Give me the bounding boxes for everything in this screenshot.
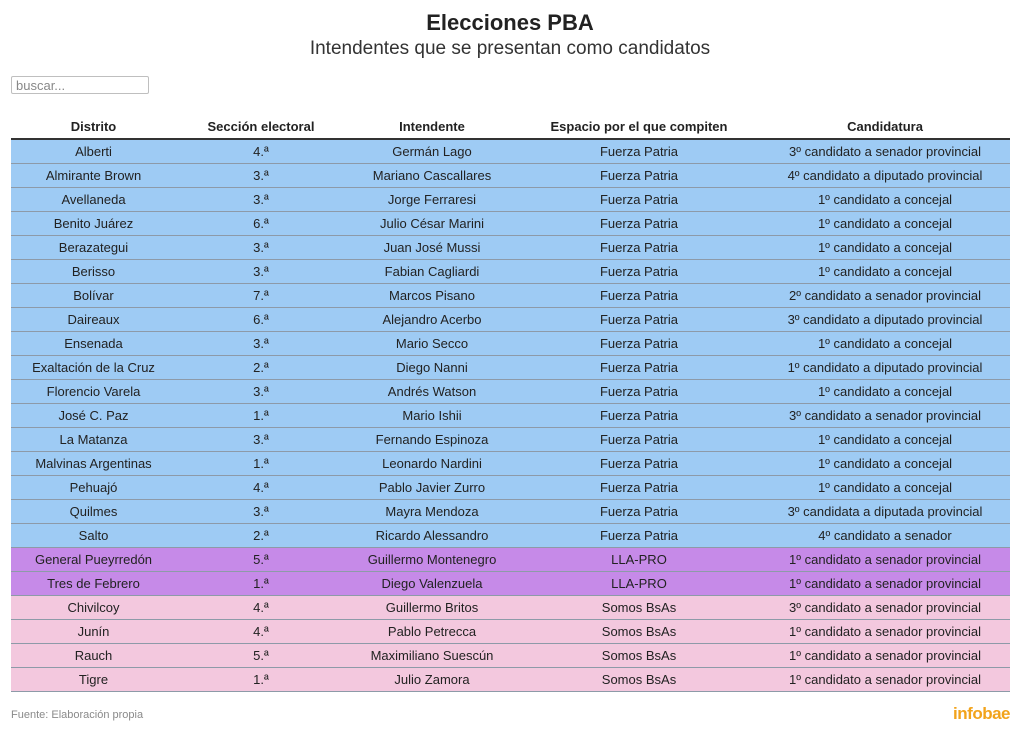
search-input[interactable] [11,76,149,94]
cell-espacio: Fuerza Patria [518,212,760,236]
cell-espacio: Somos BsAs [518,596,760,620]
page-title: Elecciones PBA [426,10,594,35]
cell-distrito: Bolívar [11,284,176,308]
table-body [11,139,1010,692]
cell-intendente: Juan José Mussi [346,236,518,260]
cell-intendente: Germán Lago [346,139,518,164]
cell-candidatura: 1º candidato a concejal [760,452,1010,476]
table-row [11,308,1010,332]
cell-intendente: Mayra Mendoza [346,500,518,524]
cell-espacio: Fuerza Patria [518,356,760,380]
cell-intendente: Julio César Marini [346,212,518,236]
cell-candidatura: 3º candidato a senador provincial [760,404,1010,428]
cell-espacio: Somos BsAs [518,620,760,644]
cell-seccion: 3.ª [176,188,346,212]
cell-espacio: Fuerza Patria [518,260,760,284]
table-row [11,212,1010,236]
cell-seccion: 3.ª [176,260,346,284]
cell-intendente: Ricardo Alessandro [346,524,518,548]
cell-espacio: Fuerza Patria [518,332,760,356]
cell-distrito: Quilmes [11,500,176,524]
cell-candidatura: 3º candidato a senador provincial [760,596,1010,620]
data-table [11,115,1010,692]
cell-seccion: 3.ª [176,236,346,260]
cell-candidatura: 3º candidato a diputado provincial [760,308,1010,332]
cell-seccion: 3.ª [176,500,346,524]
cell-intendente: Mario Ishii [346,404,518,428]
cell-intendente: Pablo Javier Zurro [346,476,518,500]
table-row [11,644,1010,668]
cell-distrito: Almirante Brown [11,164,176,188]
cell-distrito: La Matanza [11,428,176,452]
cell-candidatura: 1º candidato a senador provincial [760,548,1010,572]
cell-distrito: Florencio Varela [11,380,176,404]
cell-seccion: 5.ª [176,644,346,668]
cell-intendente: Fernando Espinoza [346,428,518,452]
cell-distrito: Daireaux [11,308,176,332]
table-row [11,284,1010,308]
cell-espacio: Fuerza Patria [518,404,760,428]
cell-intendente: Alejandro Acerbo [346,308,518,332]
cell-distrito: Malvinas Argentinas [11,452,176,476]
column-header-intendente[interactable]: Intendente [346,115,518,139]
table-row [11,428,1010,452]
cell-candidatura: 3º candidato a senador provincial [760,139,1010,164]
cell-seccion: 1.ª [176,452,346,476]
table-row [11,236,1010,260]
cell-intendente: Guillermo Britos [346,596,518,620]
cell-seccion: 2.ª [176,356,346,380]
cell-candidatura: 1º candidato a concejal [760,236,1010,260]
cell-candidatura: 1º candidato a senador provincial [760,620,1010,644]
cell-intendente: Pablo Petrecca [346,620,518,644]
cell-espacio: Fuerza Patria [518,428,760,452]
cell-espacio: LLA-PRO [518,548,760,572]
cell-distrito: Alberti [11,139,176,164]
table-row [11,524,1010,548]
cell-seccion: 1.ª [176,668,346,692]
cell-candidatura: 1º candidato a concejal [760,188,1010,212]
cell-espacio: LLA-PRO [518,572,760,596]
cell-distrito: Benito Juárez [11,212,176,236]
cell-distrito: José C. Paz [11,404,176,428]
cell-seccion: 6.ª [176,212,346,236]
cell-seccion: 4.ª [176,620,346,644]
cell-espacio: Fuerza Patria [518,164,760,188]
cell-intendente: Maximiliano Suescún [346,644,518,668]
cell-seccion: 3.ª [176,332,346,356]
cell-intendente: Guillermo Montenegro [346,548,518,572]
cell-candidatura: 1º candidato a senador provincial [760,644,1010,668]
table-row [11,452,1010,476]
cell-intendente: Mariano Cascallares [346,164,518,188]
column-header-seccion[interactable]: Sección electoral [176,115,346,139]
cell-espacio: Fuerza Patria [518,500,760,524]
table-row [11,332,1010,356]
cell-distrito: Exaltación de la Cruz [11,356,176,380]
cell-intendente: Fabian Cagliardi [346,260,518,284]
cell-intendente: Diego Nanni [346,356,518,380]
cell-intendente: Marcos Pisano [346,284,518,308]
cell-seccion: 6.ª [176,308,346,332]
infobae-logo: infobae [953,704,1010,723]
cell-distrito: General Pueyrredón [11,548,176,572]
cell-seccion: 7.ª [176,284,346,308]
cell-candidatura: 1º candidato a concejal [760,260,1010,284]
cell-espacio: Fuerza Patria [518,188,760,212]
cell-espacio: Fuerza Patria [518,380,760,404]
cell-seccion: 1.ª [176,404,346,428]
cell-seccion: 4.ª [176,139,346,164]
cell-intendente: Mario Secco [346,332,518,356]
table-row [11,596,1010,620]
cell-seccion: 1.ª [176,572,346,596]
table-row [11,404,1010,428]
cell-espacio: Fuerza Patria [518,476,760,500]
cell-seccion: 4.ª [176,596,346,620]
table-row [11,356,1010,380]
table-row [11,139,1010,164]
cell-intendente: Diego Valenzuela [346,572,518,596]
table-row [11,476,1010,500]
cell-distrito: Berisso [11,260,176,284]
cell-seccion: 2.ª [176,524,346,548]
table-row [11,260,1010,284]
cell-distrito: Chivilcoy [11,596,176,620]
cell-candidatura: 2º candidato a senador provincial [760,284,1010,308]
table-row [11,380,1010,404]
cell-seccion: 5.ª [176,548,346,572]
cell-candidatura: 4º candidato a senador [760,524,1010,548]
column-header-espacio[interactable]: Espacio por el que compiten [518,115,760,139]
cell-seccion: 3.ª [176,428,346,452]
cell-distrito: Rauch [11,644,176,668]
cell-seccion: 4.ª [176,476,346,500]
cell-intendente: Andrés Watson [346,380,518,404]
cell-candidatura: 1º candidato a concejal [760,332,1010,356]
table-row [11,548,1010,572]
cell-distrito: Tres de Febrero [11,572,176,596]
cell-espacio: Fuerza Patria [518,139,760,164]
cell-candidatura: 1º candidato a senador provincial [760,668,1010,692]
cell-distrito: Salto [11,524,176,548]
cell-candidatura: 1º candidato a concejal [760,476,1010,500]
cell-candidatura: 1º candidato a concejal [760,380,1010,404]
source-note: Fuente: Elaboración propia [11,709,144,721]
cell-distrito: Pehuajó [11,476,176,500]
cell-espacio: Fuerza Patria [518,524,760,548]
cell-seccion: 3.ª [176,380,346,404]
cell-candidatura: 1º candidato a senador provincial [760,572,1010,596]
column-header-distrito[interactable]: Distrito [11,115,176,139]
cell-seccion: 3.ª [176,164,346,188]
cell-distrito: Avellaneda [11,188,176,212]
table-row [11,620,1010,644]
cell-distrito: Berazategui [11,236,176,260]
cell-espacio: Fuerza Patria [518,284,760,308]
table-header-row [11,115,1010,139]
cell-intendente: Leonardo Nardini [346,452,518,476]
column-header-candidatura[interactable]: Candidatura [760,115,1010,139]
cell-espacio: Somos BsAs [518,644,760,668]
cell-distrito: Tigre [11,668,176,692]
cell-candidatura: 4º candidato a diputado provincial [760,164,1010,188]
cell-intendente: Jorge Ferraresi [346,188,518,212]
cell-distrito: Junín [11,620,176,644]
cell-candidatura: 1º candidato a diputado provincial [760,356,1010,380]
table-row [11,668,1010,692]
cell-espacio: Fuerza Patria [518,308,760,332]
cell-candidatura: 1º candidato a concejal [760,428,1010,452]
cell-distrito: Ensenada [11,332,176,356]
cell-espacio: Fuerza Patria [518,452,760,476]
page-subtitle: Intendentes que se presentan como candidatos [309,38,711,59]
table-row [11,500,1010,524]
cell-candidatura: 3º candidata a diputada provincial [760,500,1010,524]
table-row [11,188,1010,212]
cell-candidatura: 1º candidato a concejal [760,212,1010,236]
table-row [11,164,1010,188]
cell-espacio: Somos BsAs [518,668,760,692]
table-row [11,572,1010,596]
cell-intendente: Julio Zamora [346,668,518,692]
cell-espacio: Fuerza Patria [518,236,760,260]
